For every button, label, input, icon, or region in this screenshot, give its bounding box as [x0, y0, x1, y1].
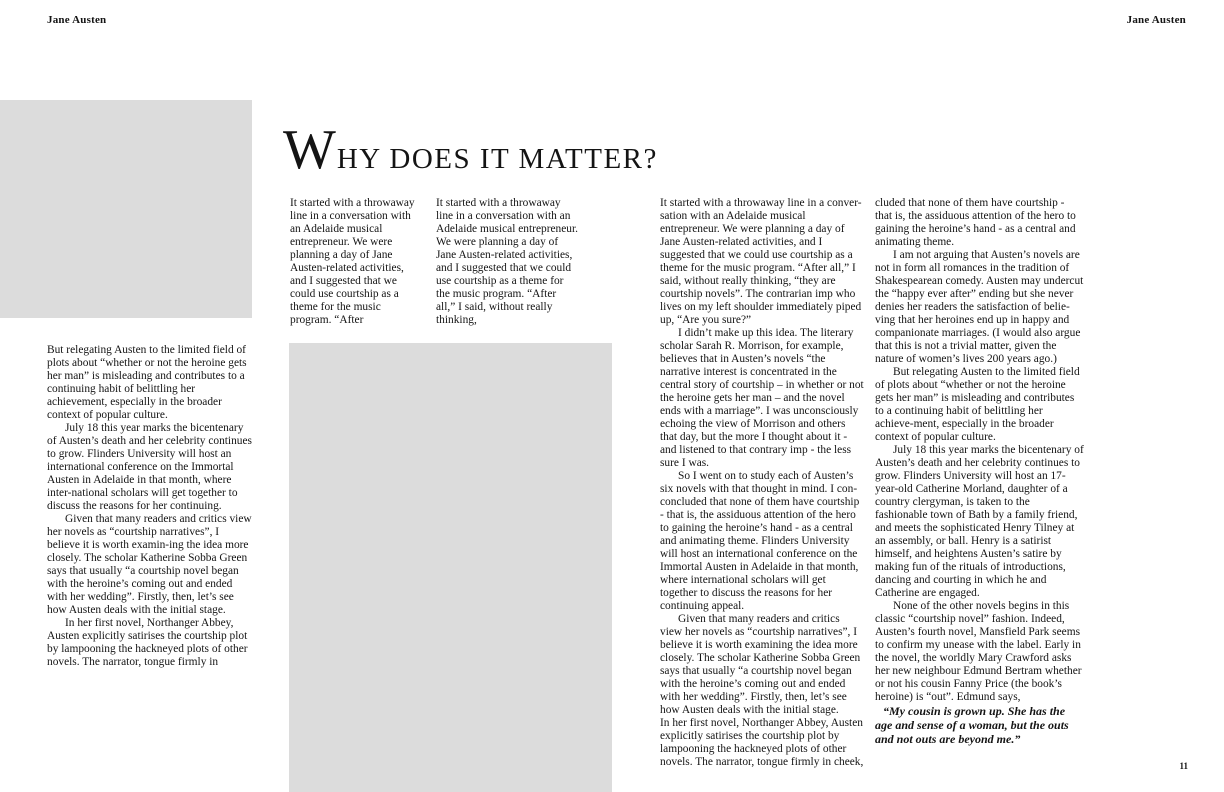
paragraph: July 18 this year marks the bicentenary of Austen’s death and her celebrity continues to grow. Flinders University will host an international conference on the Immortal Austen in Adelaide in that month, where inter-national scholars will get together to discuss the reasons for her continuing.	[47, 422, 252, 512]
text-column-1	[47, 344, 254, 669]
paragraph: I am not arguing that Austen’s novels are not in form all romances in the tradition of Shakespearean comedy. Austen may undercut the “happy ever after” ending but she never denies her readers the satisfaction of belie-ving that her heroines end up in happy and companionate marriages. (I would also argue that this is not a trivial matter, given the nature of women’s lives 200 years ago.)	[875, 249, 1084, 365]
paragraph: I didn’t make up this idea. The literary scholar Sarah R. Morrison, for example, believes that in Austen’s novels “the narrative interest is concentrated in the central story of courtship – in whether or not the heroine gets her man – and the novel ends with a marriage”. I was unconsciously echoing the view of Morrison and others that day, but the more I thought about it - and listened to that contrary imp - the less sure I was.	[660, 327, 864, 469]
image-placeholder-middle	[289, 343, 612, 792]
pull-quote: “My cousin is grown up. She has the age and sense of a woman, but the outs and not outs are beyond me.”	[875, 704, 1069, 746]
paragraph: July 18 this year marks the bicentenary of Austen’s death and her celebrity continues to grow. Flinders University will host an 17-year-old Catherine Morland, daughter of a country clergyman, is taken to the fashionable town of Bath by a family friend, and meets the sophisticated Henry Tilney at an assembly, or ball. Henry is a satirist himself, and heightens Austen’s satire by making fun of the rituals of introductions, dancing and courting in which he and Catherine are engaged.	[875, 444, 1084, 599]
paragraph: But relegating Austen to the limited field of plots about “whether or not the heroine gets her man” is misleading and contributes to a continuing habit of belittling her achievement, especially in the broader context of popular culture.	[47, 344, 247, 421]
paragraph: Given that many readers and critics view her novels as “courtship narratives”, I believe it is worth examining the idea more closely. The scholar Katherine Sobba Green says that usually “a courtship novel began with the heroine’s coming out and ended with her wedding”. Firstly, then, let’s see how Austen deals with the initial stage.	[660, 613, 861, 716]
paragraph: cluded that none of them have courtship - that is, the assiduous attention of the hero to gaining the heroine’s hand - as a central and animating theme.	[875, 197, 1076, 248]
paragraph: It started with a throwaway line in a conversation with an Adelaide musical entrepreneur. We were planning a day of Jane Austen-related activities, and I suggested that we could use courtship as a theme for the music program. “After all,” I said, without really thinking,	[436, 197, 579, 326]
running-header-left: Jane Austen	[47, 14, 107, 26]
page-title	[283, 119, 658, 181]
image-placeholder-left	[0, 100, 252, 318]
running-header-right: Jane Austen	[1126, 14, 1186, 26]
text-column-5	[875, 197, 1084, 746]
paragraph: In her first novel, Northanger Abbey, Austen explicitly satirises the courtship plot by lampooning the hackneyed plots of other novels. The narrator, tongue firmly in cheek,	[660, 717, 864, 768]
paragraph: None of the other novels begins in this classic “courtship novel” fashion. Indeed, Austen’s fourth novel, Mansfield Park seems to confirm my unease with the label. Early in the novel, the worldly Mary Crawford asks her new neighbour Edmund Bertram whether or not his cousin Fanny Price (the book’s heroine) is “out”. Edmund says,	[875, 600, 1082, 703]
paragraph: In her first novel, Northanger Abbey, Austen explicitly satirises the courtship plot by lampooning the hackneyed plots of other novels. The narrator, tongue firmly in	[47, 617, 248, 668]
paragraph: So I went on to study each of Austen’s six novels with that thought in mind. I con-concluded that none of them have courtship - that is, the assiduous attention of the hero to gaining the heroine’s hand - as a central and animating theme. Flinders University will host an international conference on the Immortal Austen in Adelaide in that month, where international scholars will get together to discuss the reasons for her continuing appeal.	[660, 470, 860, 612]
text-column-4	[660, 197, 864, 769]
paragraph: It started with a throwaway line in a conversation with an Adelaide musical entrepreneur. We were planning a day of Jane Austen-related activities, and I suggested that we could use courtship as a theme for the music program. “After	[290, 197, 415, 326]
text-column-2	[290, 197, 421, 327]
paragraph: But relegating Austen to the limited field of plots about “whether or not the heroine gets her man” is misleading and contributes to a continuing habit of belittling her achieve-ment, especially in the broader context of popular culture.	[875, 366, 1080, 443]
page-number: 11	[1179, 761, 1188, 771]
text-column-3	[436, 197, 578, 327]
paragraph: Given that many readers and critics view her novels as “courtship narratives”, I believe it is worth examin-ing the idea more closely. The scholar Katherine Sobba Green says that usually “a courtship novel began with the heroine’s coming out and ended with her wedding”. Firstly, then, let’s see how Austen deals with the initial stage.	[47, 513, 252, 616]
paragraph: It started with a throwaway line in a conver-sation with an Adelaide musical entrepreneur. We were planning a day of Jane Austen-related activities, and I suggested that we could use courtship as a theme for the music program. “After all,” I said, without really thinking, “they are courtship novels”. The contrarian imp who lives on my left shoulder immediately piped up, “Are you sure?”	[660, 197, 862, 326]
page-title-dropcap: W	[283, 119, 337, 181]
page-title-text: HY DOES IT MATTER?	[336, 143, 658, 175]
